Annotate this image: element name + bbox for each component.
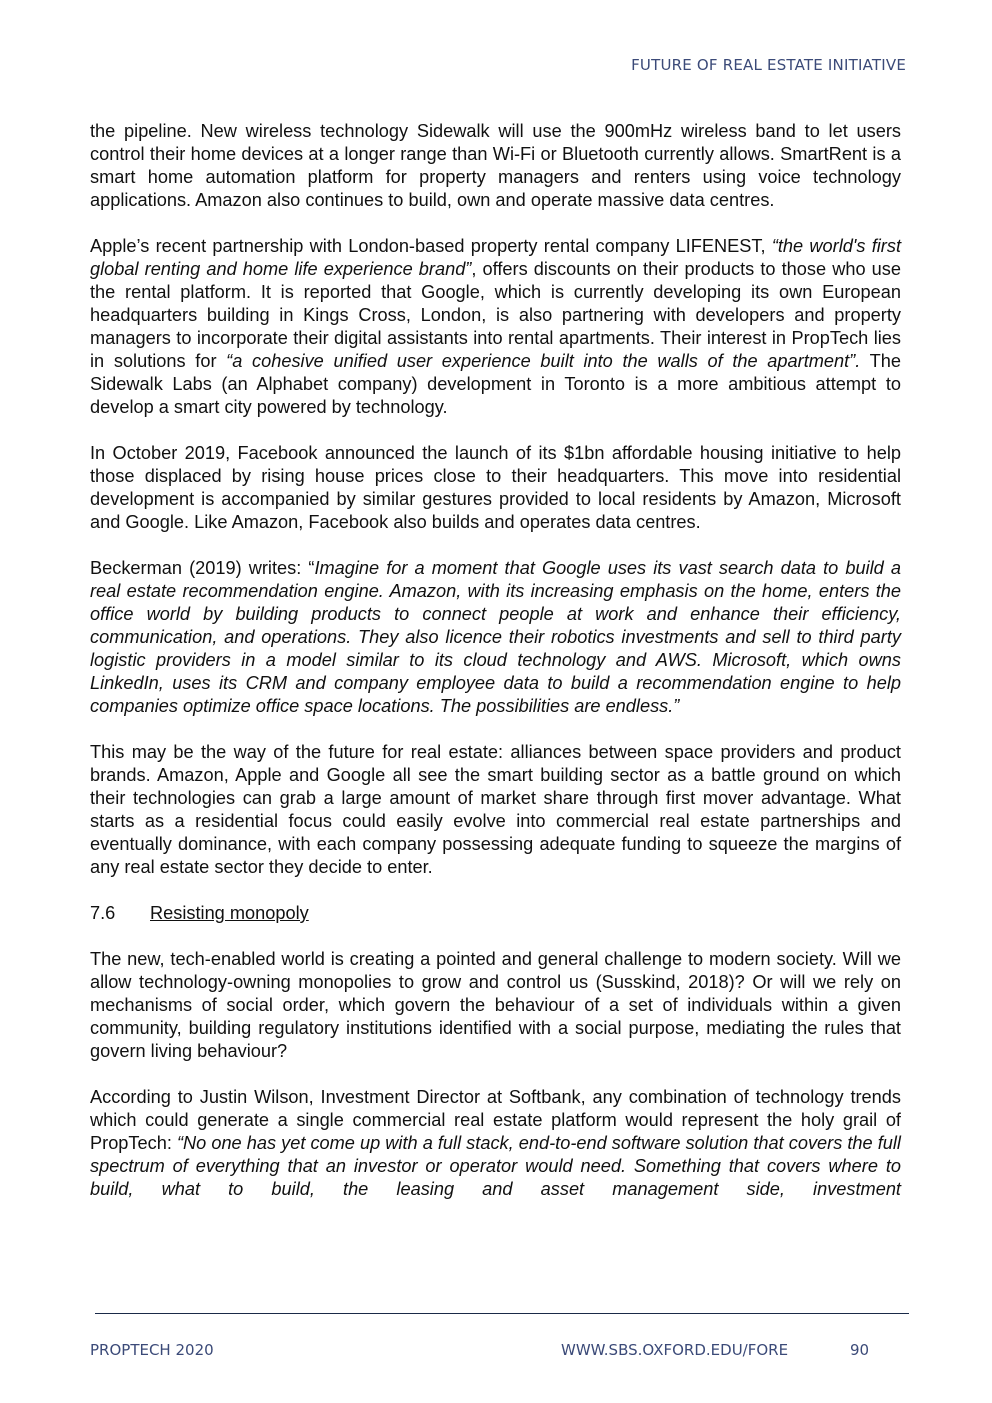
- paragraph: [90, 120, 901, 212]
- section-title: Resisting monopoly: [150, 903, 309, 923]
- running-header: FUTURE OF REAL ESTATE INITIATIVE: [631, 56, 906, 74]
- paragraph: [90, 1086, 901, 1201]
- paragraph-text: Beckerman (2019) writes: “: [90, 558, 315, 578]
- paragraph-text: The Sidewalk Labs (an Alphabet company) development in Toronto is a more ambitious attempt to develop a smart city powered by technology.: [90, 351, 901, 417]
- page-number: 90: [850, 1341, 870, 1359]
- document-body: [90, 120, 901, 1224]
- italic-quote-text: “the world's first global renting and home life experience brand”: [90, 236, 901, 279]
- paragraph-text: This may be the way of the future for real estate: alliances between space providers and product brands. Amazon, Apple and Google all see the smart building sector as a battle ground on which their technologies can grab a large amount of market share through first mover advantage. What starts as a residential focus could easily evolve into commercial real estate partnerships and eventually dominance, with each company possessing adequate funding to squeeze the margins of any real estate sector they decide to enter.: [90, 742, 901, 877]
- paragraphs-after-section: [90, 948, 901, 1201]
- paragraph: [90, 235, 901, 419]
- paragraph: [90, 442, 901, 534]
- paragraph-text: Apple’s recent partnership with London-based property rental company LIFENEST,: [90, 236, 772, 256]
- italic-quote-text: Imagine for a moment that Google uses its vast search data to build a real estate recommendation engine. Amazon, with its increasing emphasis on the home, enters the office world by building products to connect people at work and enhance their efficiency, communication, and operations. They also licence their robotics investments and sell to third party logistic providers in a model similar to its cloud technology and AWS. Microsoft, which owns LinkedIn, uses its CRM and company employee data to build a recommendation engine to help companies optimize office space locations. The possibilities are endless.”: [90, 558, 901, 716]
- footer-publication: PROPTECH 2020: [90, 1341, 214, 1359]
- paragraph: [90, 948, 901, 1063]
- italic-quote-text: “a cohesive unified user experience built into the walls of the apartment”.: [226, 351, 861, 371]
- paragraph: [90, 557, 901, 718]
- footer-divider: [95, 1313, 909, 1314]
- paragraph-text: , offers discounts on their products to those who use the rental platform. It is reported that Google, which is currently developing its own European headquarters building in Kings Cross, London, is also partnering with developers and property managers to incorporate their digital assistants into rental apartments. Their interest in PropTech lies in solutions for: [90, 259, 901, 371]
- section-heading: [90, 902, 901, 925]
- section-number: 7.6: [90, 903, 116, 923]
- paragraph: [90, 741, 901, 879]
- paragraph-text: According to Justin Wilson, Investment Director at Softbank, any combination of technology trends which could generate a single commercial real estate platform would represent the holy grail of PropTech:: [90, 1087, 901, 1153]
- italic-quote-text: “No one has yet come up with a full stack, end-to-end software solution that covers the full spectrum of everything that an investor or operator would need. Something that covers where to build, what to build, the leasing and asset management side, investment: [90, 1133, 901, 1199]
- footer-url[interactable]: WWW.SBS.OXFORD.EDU/FORE: [561, 1341, 789, 1359]
- paragraph-text: In October 2019, Facebook announced the launch of its $1bn affordable housing initiative to help those displaced by rising house prices close to their headquarters. This move into residential development is accompanied by similar gestures provided to local residents by Amazon, Microsoft and Google. Like Amazon, Facebook also builds and operates data centres.: [90, 443, 901, 532]
- paragraph-text: The new, tech-enabled world is creating a pointed and general challenge to modern society. Will we allow technology-owning monopolies to grow and control us (Susskind, 2018)? Or will we rely on mechanisms of social order, which govern the behaviour of a set of individuals within a given community, building regulatory institutions identified with a social purpose, mediating the rules that govern living behaviour?: [90, 949, 901, 1061]
- paragraph-text: the pipeline. New wireless technology Sidewalk will use the 900mHz wireless band to let users control their home devices at a longer range than Wi-Fi or Bluetooth currently allows. SmartRent is a smart home automation platform for property managers and renters using voice technology applications. Amazon also continues to build, own and operate massive data centres.: [90, 121, 901, 210]
- paragraphs-before-section: [90, 120, 901, 879]
